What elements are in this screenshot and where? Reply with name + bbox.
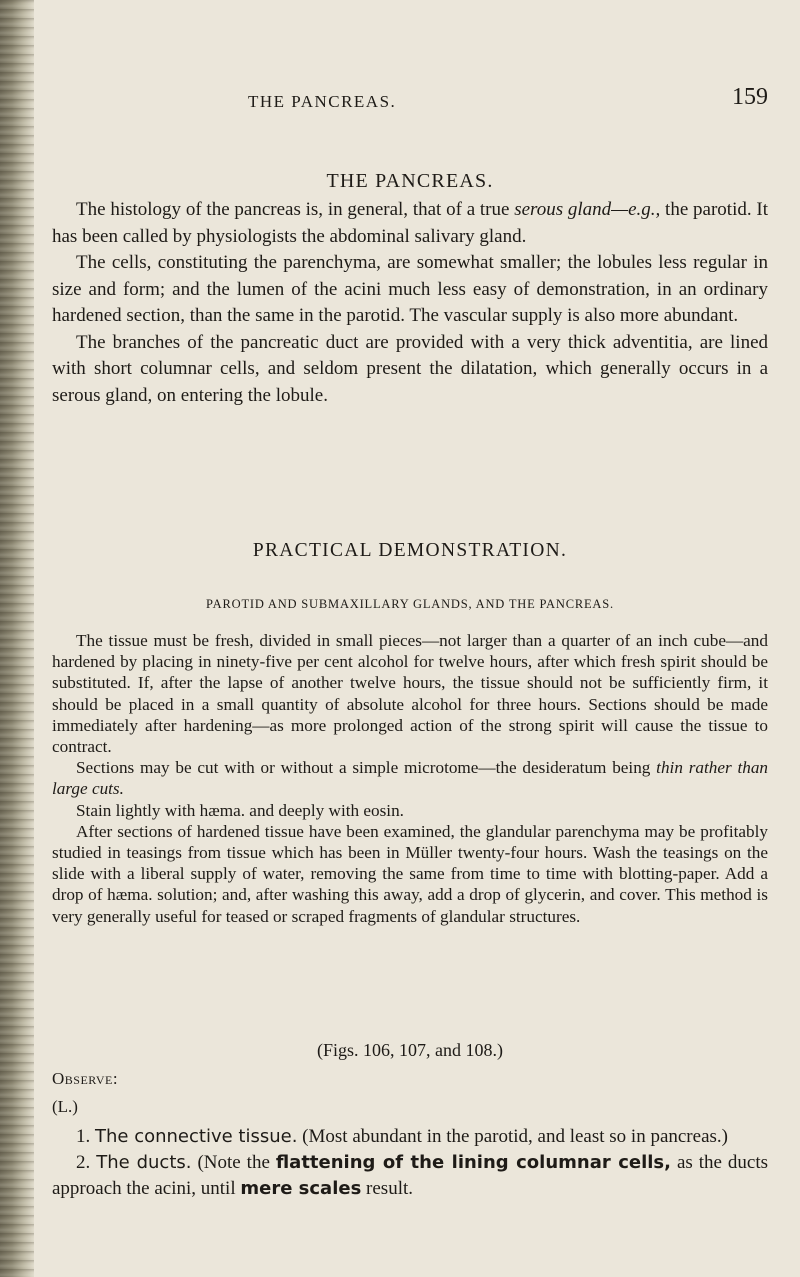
observe-item-2 [52,1150,768,1202]
practical-paragraph-4: After sections of hardened tissue have been examined, the glandular parenchyma may be profitably studied in teasings from tissue which has been in Müller twenty-four hours. Wash the teasings on the slide with a liberal supply of water, removing the same from time to time with blotting-paper. Add a drop of hæma. solution; and, after washing this away, add a drop of glycerin, and cover. This method is very generally useful for teased or scraped fragments of glandular structures. [52,821,768,926]
running-head [52,84,768,114]
item-2-text-c: result. [361,1178,414,1199]
practical-heading: PRACTICAL DEMONSTRATION. [252,540,568,561]
item-2-key-term: The ducts. [96,1152,192,1173]
intro-p1-emphasis: serous gland—e.g., [514,199,661,220]
item-1-key-term: The connective tissue. [95,1126,298,1147]
intro-paragraph-3: The branches of the pancreatic duct are provided with a very thick adventitia, are lined with short columnar cells, and seldom present the dilatation, which generally occurs in a serous gland, on entering the lobule. [52,331,768,406]
practical-p2-text: Sections may be cut with or without a simple microtome—the desideratum being [76,758,657,778]
running-head-title: THE PANCREAS. [248,92,397,111]
item-1-number: 1. [76,1126,91,1147]
page-number: 159 [732,84,768,110]
gutter-texture [0,0,34,1277]
section-label-L: (L.) [52,1097,78,1116]
item-2-text-b: as the ducts approach the acini, until [52,1152,768,1199]
practical-subheading: PAROTID AND SUBMAXILLARY GLANDS, AND THE PANCREAS. [206,597,614,611]
practical-p2-emphasis: thin rather than large cuts. [52,758,769,799]
intro-paragraph-2: The cells, constituting the parenchyma, are somewhat smaller; the lobules less regular in size and form; and the lumen of the acini much less easy of demonstration, in an ordinary hardened section, than the same in the parotid. The vascular supply is also more abundant. [52,252,768,326]
practical-paragraph-1: The tissue must be fresh, divided in small pieces—not larger than a quarter of an inch cube—and hardened by placing in ninety-five per cent alcohol for twelve hours, after which fresh spirit should be substituted. If, after the lapse of another twelve hours, the tissue should not be sufficiently firm, it should be placed in a small quantity of absolute alcohol for three hours. Sections should be made immediately after hardening—as more prolonged action of the strong spirit will cause the tissue to contract. [52,631,768,757]
item-1-text: (Most abundant in the parotid, and least so in pancreas.) [297,1126,728,1147]
intro-paragraph-1 [52,197,768,250]
observe-label-text: Observe: [52,1069,119,1088]
practical-section [52,630,768,927]
figure-reference: (Figs. 106, 107, and 108.) [317,1040,503,1060]
intro-p1-text-b: the parotid. It has been called by physiologists the abdominal salivary gland. [52,199,768,247]
item-2-text-a: (Note the [191,1152,276,1173]
intro-section [52,197,768,409]
chapter-title: THE PANCREAS. [326,170,494,192]
practical-paragraph-3: Stain lightly with hæma. and deeply with eosin. [76,800,404,820]
intro-p1-text-a: The histology of the pancreas is, in general, that of a true [76,199,515,220]
observe-list [52,1124,768,1202]
observe-label [52,1069,118,1089]
item-2-bold-phrase-2: mere scales [240,1178,362,1199]
item-2-number: 2. [76,1152,91,1173]
item-2-bold-phrase: flattening of the lining columnar cells, [275,1152,671,1173]
observe-item-1 [52,1124,768,1150]
book-page [52,0,768,1277]
practical-paragraph-2 [52,757,768,799]
